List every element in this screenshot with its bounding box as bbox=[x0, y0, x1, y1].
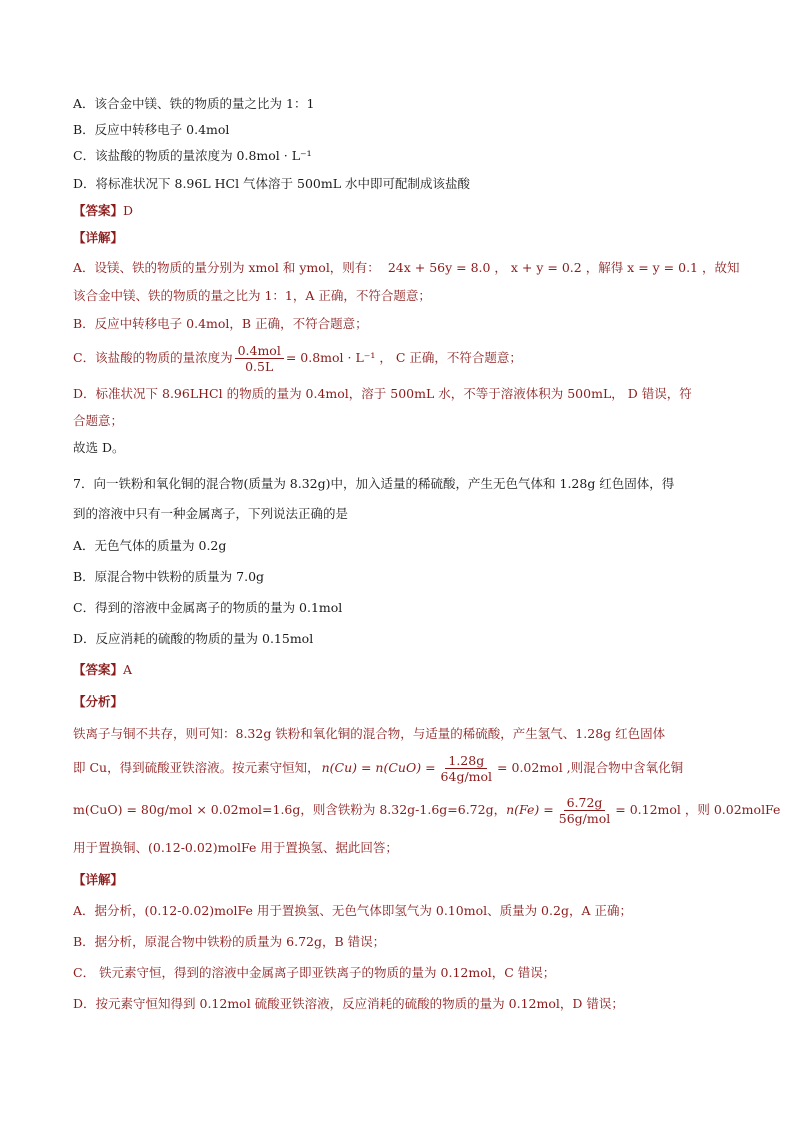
q7-detail-heading bbox=[73, 870, 123, 892]
q7-analysis-fe-fraction bbox=[556, 795, 614, 826]
q6-detail-c-denominator: 0.5L bbox=[245, 358, 274, 374]
q7-analysis-label: 【分析】 bbox=[73, 694, 124, 709]
q7-analysis-line2-result: = 0.02mol ,则混合物中含氧化铜 bbox=[497, 760, 684, 775]
q7-detail-a: A．据分析，(0.12-0.02)molFe 用于置换氢、无色气体即氢气为 0.10mol、质量为 0.2g，A 正确； bbox=[73, 903, 632, 918]
q7-analysis-nfe-equation: n(Fe) = bbox=[506, 802, 554, 817]
q7-option-a: A．无色气体的质量为 0.2g bbox=[73, 538, 227, 553]
q7-analysis-cu-denominator: 64g/mol bbox=[440, 768, 493, 784]
q7-detail-b: B．据分析，原混合物中铁粉的质量为 6.72g，B 错误； bbox=[73, 934, 386, 949]
q7-analysis-line1: 铁离子与铜不共存，则可知：8.32g 铁粉和氧化铜的混合物，与适量的稀硫酸，产生氢气、1.28g 红色固体 bbox=[73, 726, 666, 741]
q7-analysis-cu-numerator: 1.28g bbox=[445, 753, 487, 769]
q7-detail-d: D．按元素守恒知得到 0.12mol 硫酸亚铁溶液，反应消耗的硫酸的物质的量为 0.12mol，D 错误； bbox=[73, 996, 624, 1011]
q6-detail-c bbox=[73, 340, 522, 376]
q7-answer-value: A bbox=[123, 662, 133, 677]
q6-detail-label: 【详解】 bbox=[73, 230, 124, 245]
q6-detail-a-text: A．设镁、铁的物质的量分别为 xmol 和 ymol，则有： bbox=[73, 260, 380, 275]
q7-answer-label: 【答案】 bbox=[73, 662, 124, 677]
q7-analysis-line3-text: ，则含铁粉为 8.32g-1.6g=6.72g， bbox=[300, 802, 507, 817]
q7-stem-line2: 到的溶液中只有一种金属离子，下列说法正确的是 bbox=[73, 506, 349, 521]
q6-answer-label: 【答案】 bbox=[73, 203, 124, 218]
q7-stem-line1: 7．向一铁粉和氧化铜的混合物(质量为 8.32g)中，加入适量的稀硫酸，产生无色气体和 1.28g 红色固体，得 bbox=[73, 476, 675, 491]
q6-detail-c-numerator: 0.4mol bbox=[235, 343, 284, 359]
q6-detail-c-text: C．该盐酸的物质的量浓度为 bbox=[73, 350, 233, 365]
q7-option-b: B．原混合物中铁粉的质量为 7.0g bbox=[73, 569, 265, 584]
q6-answer bbox=[73, 201, 133, 223]
q6-detail-b: B．反应中转移电子 0.4mol，B 正确，不符合题意； bbox=[73, 316, 368, 331]
q6-detail-a-line1 bbox=[73, 258, 740, 280]
q6-conclusion: 故选 D。 bbox=[73, 440, 125, 455]
q6-answer-value: D bbox=[123, 203, 134, 218]
q7-analysis-fe-denominator: 56g/mol bbox=[558, 810, 611, 826]
q6-detail-d-line2: 合题意； bbox=[73, 413, 124, 428]
q7-answer bbox=[73, 660, 132, 682]
q7-analysis-line2 bbox=[73, 750, 683, 786]
q7-analysis-line3 bbox=[73, 792, 780, 828]
q6-detail-d-line1: D．标准状况下 8.96LHCl 的物质的量为 0.4mol，溶于 500mL 水，不等于溶液体积为 500mL， D 错误，符 bbox=[73, 386, 692, 401]
q6-option-c: C．该盐酸的物质的量浓度为 0.8mol · L⁻¹ bbox=[73, 148, 312, 163]
q7-analysis-line2-text: 即 Cu，得到硫酸亚铁溶液。按元素守恒知， bbox=[73, 760, 320, 775]
q6-detail-heading bbox=[73, 228, 123, 250]
q7-analysis-cu-fraction bbox=[438, 753, 496, 784]
q7-option-c: C．得到的溶液中金属离子的物质的量为 0.1mol bbox=[73, 600, 343, 615]
q6-option-b: B．反应中转移电子 0.4mol bbox=[73, 122, 230, 137]
q7-analysis-heading bbox=[73, 692, 123, 714]
q7-analysis-mcuo-equation: m(CuO) = 80g/mol × 0.02mol=1.6g bbox=[73, 802, 301, 817]
q7-analysis-line4: 用于置换铜、(0.12-0.02)molFe 用于置换氢、据此回答； bbox=[73, 840, 398, 855]
q7-analysis-fe-numerator: 6.72g bbox=[564, 795, 606, 811]
q7-analysis-line3-result: = 0.12mol ，则 0.02molFe bbox=[615, 802, 781, 817]
q7-detail-c: C． 铁元素守恒，得到的溶液中金属离子即亚铁离子的物质的量为 0.12mol，C 错误； bbox=[73, 965, 556, 980]
q6-detail-c-fraction bbox=[235, 343, 284, 374]
q7-detail-label: 【详解】 bbox=[73, 872, 124, 887]
q6-detail-c-result: = 0.8mol · L⁻¹ ， C 正确，不符合题意； bbox=[285, 350, 522, 365]
q6-detail-a-line2: 该合金中镁、铁的物质的量之比为 1：1，A 正确，不符合题意； bbox=[73, 288, 431, 303]
q7-option-d: D．反应消耗的硫酸的物质的量为 0.15mol bbox=[73, 631, 314, 646]
q6-detail-a-equation: 24x + 56y = 8.0 ， x + y = 0.2 ，解得 x = y = 0.1 ，故知 bbox=[387, 260, 740, 275]
q6-option-a: A．该合金中镁、铁的物质的量之比为 1：1 bbox=[73, 96, 315, 111]
q7-analysis-ncu-equation: n(Cu) = n(CuO) = bbox=[321, 760, 436, 775]
q6-option-d: D．将标准状况下 8.96L HCl 气体溶于 500mL 水中即可配制成该盐酸 bbox=[73, 176, 470, 191]
